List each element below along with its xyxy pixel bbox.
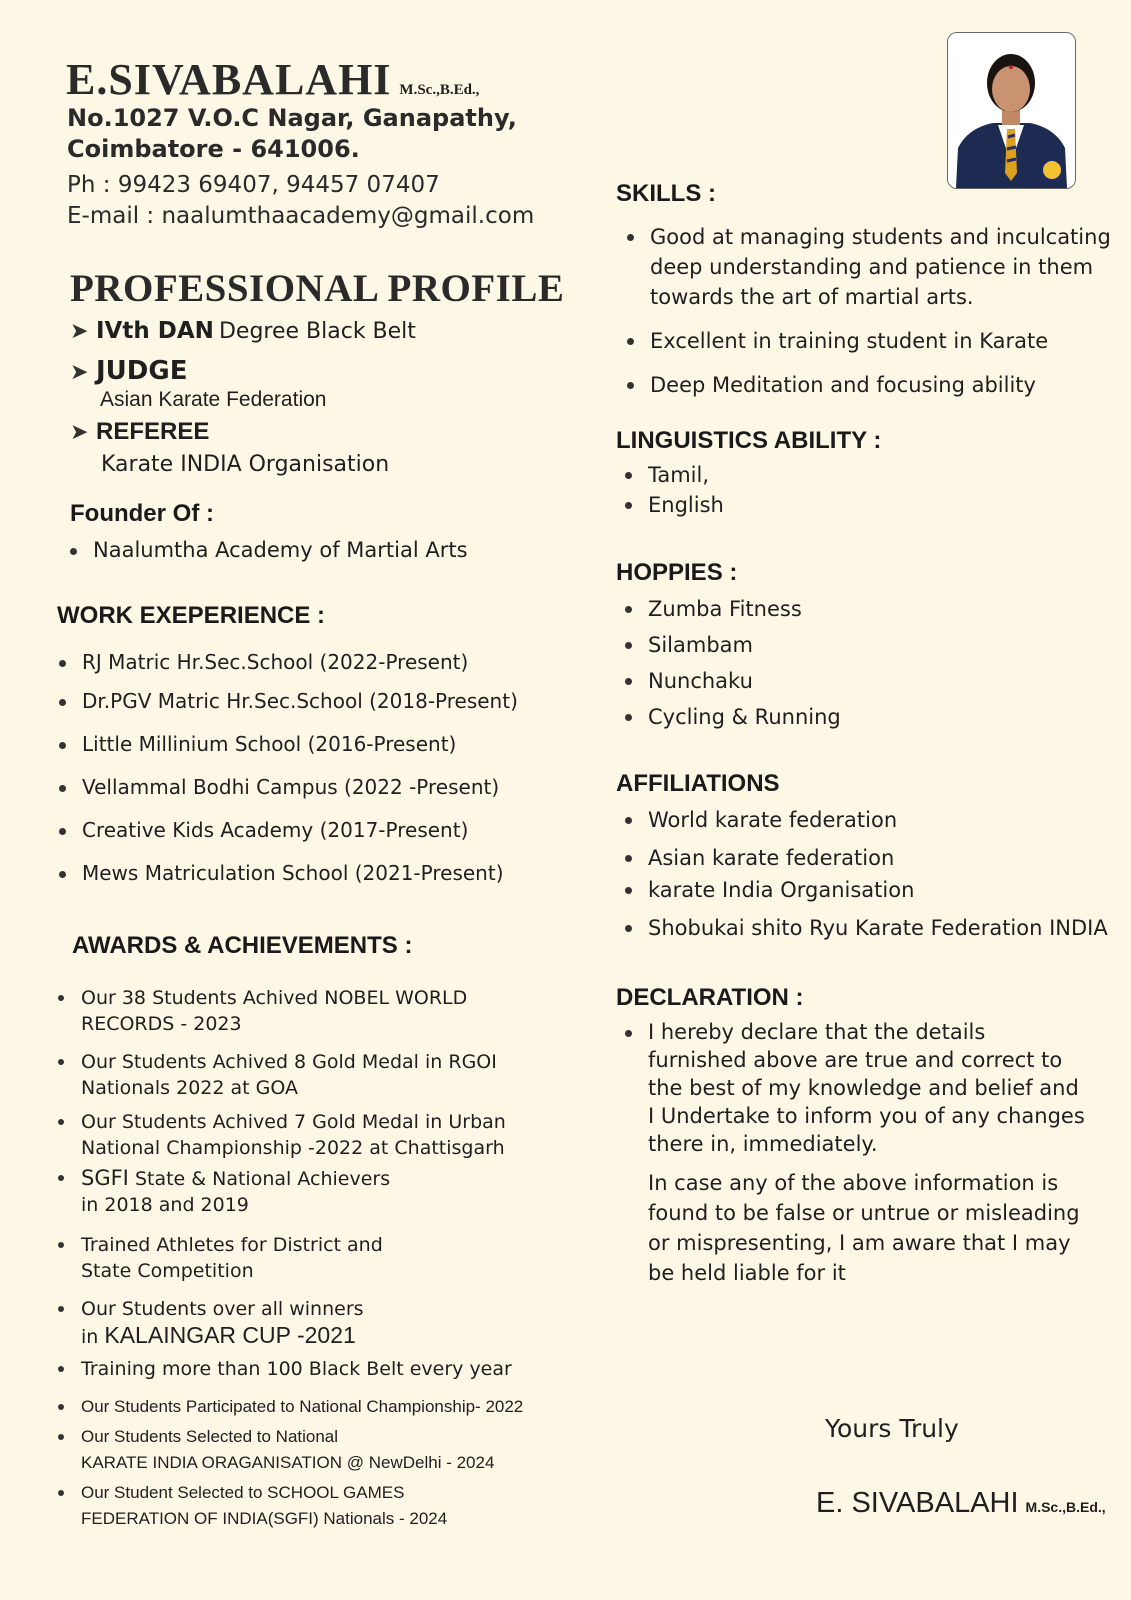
profile-photo [947, 32, 1076, 189]
list-item: Asian karate federation [623, 843, 1108, 873]
list-item: Naalumtha Academy of Martial Arts [68, 538, 468, 563]
award-cup: KALAINGAR CUP -2021 [104, 1322, 356, 1348]
declaration-list [623, 1018, 1088, 1158]
signature-degree: M.Sc.,B.Ed., [1025, 1499, 1106, 1515]
arrow-icon: ➤ [70, 319, 89, 344]
list-item [56, 1296, 536, 1350]
address-line-1: No.1027 V.O.C Nagar, Ganapathy, [67, 104, 517, 132]
list-item [56, 1394, 536, 1420]
list-item [56, 985, 536, 1037]
declaration-paragraph-2: In case any of the above information is found to be false or untrue or misleading or mispresenting, I am aware that I may be held liable for it [648, 1171, 1080, 1285]
hobbies-list [623, 594, 841, 732]
list-item: karate India Organisation [623, 875, 1108, 905]
award-line: in [81, 1326, 99, 1348]
judge-label: JUDGE [96, 356, 188, 386]
profile-title: PROFESSIONAL PROFILE [70, 267, 565, 310]
name-degree: M.Sc.,B.Ed., [399, 82, 480, 98]
list-item: English [623, 490, 724, 520]
award-line: Our 38 Students Achived NOBEL WORLD [81, 987, 468, 1009]
founder-heading: Founder Of : [70, 500, 214, 527]
address-line-2: Coimbatore - 641006. [67, 135, 360, 163]
referee-sub: Karate INDIA Organisation [101, 452, 390, 477]
list-item: Cycling & Running [623, 702, 841, 732]
list-item: World karate federation [623, 805, 1108, 835]
list-item: Little Millinium School (2016-Present) [57, 732, 518, 757]
list-item: Shobukai shito Ryu Karate Federation INDIA [623, 913, 1108, 943]
awards-list [56, 985, 536, 1538]
award-line: Nationals 2022 at GOA [81, 1077, 298, 1099]
dan-label: IVth DAN [96, 318, 214, 344]
phone: Ph : 99423 69407, 94457 07407 [67, 172, 440, 198]
list-item: Good at managing students and inculcating deep understanding and patience in them towards the art of martial arts. [625, 222, 1115, 312]
name-block [66, 54, 479, 105]
skills-list [625, 222, 1115, 400]
list-item [56, 1049, 536, 1101]
signature [816, 1487, 1106, 1520]
arrow-icon: ➤ [70, 420, 89, 445]
email: E-mail : naalumthaacademy@gmail.com [67, 203, 535, 229]
list-item [56, 1165, 536, 1218]
list-item [56, 1232, 536, 1284]
list-item: Creative Kids Academy (2017-Present) [57, 818, 518, 843]
award-line: FEDERATION OF INDIA(SGFI) Nationals - 2024 [81, 1509, 448, 1528]
founder-list [68, 538, 468, 581]
profile-judge [70, 356, 326, 412]
list-item [56, 1480, 536, 1532]
contact [67, 170, 534, 232]
award-line: Our Students Selected to National [81, 1427, 339, 1446]
profile-dan [70, 318, 416, 344]
award-line: Our Students Achived 8 Gold Medal in RGOI [81, 1051, 497, 1073]
award-line: State & National Achievers [134, 1168, 391, 1190]
list-item: Silambam [623, 630, 841, 660]
affiliations-heading: AFFILIATIONS [616, 770, 780, 797]
judge-sub: Asian Karate Federation [100, 388, 327, 411]
award-line: Our Students Achived 7 Gold Medal in Urban [81, 1111, 506, 1133]
arrow-icon: ➤ [70, 360, 89, 385]
profile-referee [70, 418, 389, 477]
declaration-paragraph-1: I hereby declare that the details furnished above are true and correct to the best of my knowledge and belief and I Undertake to inform you of any changes there in, immediately. [623, 1018, 1088, 1158]
closing: Yours Truly [825, 1414, 959, 1443]
name: E.SIVABALAHI [66, 55, 392, 104]
declaration-heading: DECLARATION : [616, 984, 804, 1011]
award-line: RECORDS - 2023 [81, 1013, 242, 1035]
list-item: Zumba Fitness [623, 594, 841, 624]
list-item [56, 1356, 536, 1382]
skills-heading: SKILLS : [616, 180, 716, 207]
award-line: Our Student Selected to SCHOOL GAMES [81, 1483, 405, 1502]
award-line: National Championship -2022 at Chattisgarh [81, 1137, 505, 1159]
award-line: in 2018 and 2019 [81, 1194, 249, 1216]
work-list [57, 650, 518, 904]
list-item: Vellammal Bodhi Campus (2022 -Present) [57, 775, 518, 800]
profile-photo-image [948, 33, 1075, 188]
list-item [56, 1424, 536, 1476]
list-item: Nunchaku [623, 666, 841, 696]
affiliations-list [623, 805, 1108, 943]
award-line: KARATE INDIA ORAGANISATION @ NewDelhi - 2024 [81, 1453, 495, 1472]
work-heading: WORK EXEPERIENCE : [57, 602, 326, 629]
award-line: Our Students over all winners [81, 1298, 364, 1320]
list-item: Dr.PGV Matric Hr.Sec.School (2018-Present) [57, 689, 518, 714]
award-line: Trained Athletes for District and [81, 1234, 383, 1256]
list-item [56, 1109, 536, 1161]
list-item: Excellent in training student in Karate [625, 326, 1115, 356]
languages-list [623, 460, 724, 520]
signature-name: E. SIVABALAHI [816, 1487, 1019, 1519]
languages-heading: LINGUISTICS ABILITY : [616, 427, 882, 454]
list-item: Deep Meditation and focusing ability [625, 370, 1115, 400]
award-line: State Competition [81, 1260, 254, 1282]
award-sgfi: SGFI [81, 1166, 129, 1190]
hobbies-heading: HOPPIES : [616, 559, 738, 586]
address [67, 103, 517, 165]
awards-heading: AWARDS & ACHIEVEMENTS : [72, 932, 413, 959]
award-line: Our Students Participated to National Championship- 2022 [81, 1397, 524, 1416]
list-item: RJ Matric Hr.Sec.School (2022-Present) [57, 650, 518, 675]
dan-rest: Degree Black Belt [218, 319, 416, 344]
list-item: Mews Matriculation School (2021-Present) [57, 861, 518, 886]
list-item: Tamil, [623, 460, 724, 490]
award-line: Training more than 100 Black Belt every year [81, 1358, 512, 1380]
referee-label: REFEREE [96, 418, 210, 445]
